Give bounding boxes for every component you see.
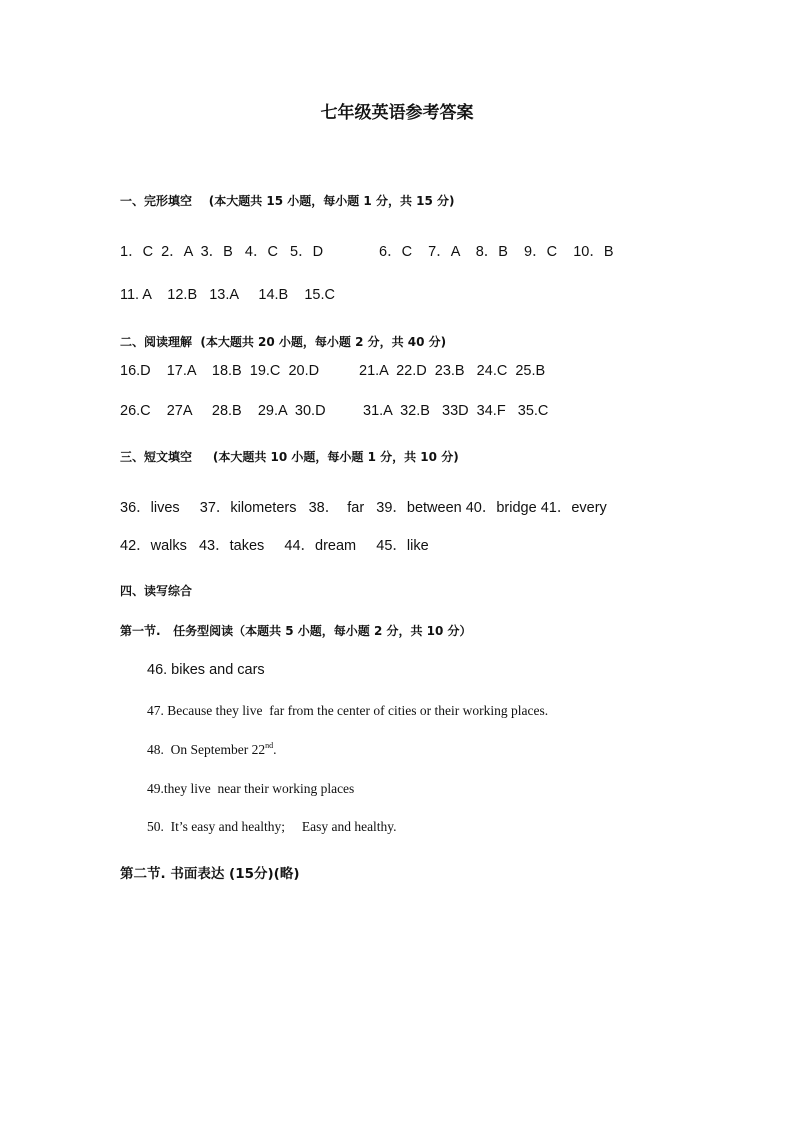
page-title: 七年级英语参考答案	[320, 103, 474, 123]
section-1-answers-11-15: 11. A 12.B 13.A 14.B 15.C	[120, 287, 335, 303]
section-3-answers-36-41: 36．lives 37．kilometers 38． far 39．between 40．bridge 41．every	[120, 500, 607, 516]
answer-50: 50. It’s easy and healthy; Easy and healthy.	[147, 819, 397, 834]
section-2-answers-21-25: 21.A 22.D 23.B 24.C 25.B	[359, 363, 546, 379]
section-2-heading: 二、阅读理解 (本大题共 20 小题，每小题 2 分，共 40 分)	[120, 335, 447, 349]
answer-46: 46. bikes and cars	[147, 662, 265, 678]
answer-48-text: 48. On September 22	[147, 742, 266, 757]
answer-48	[147, 742, 276, 758]
section-1-answers-1-5: 1．C 2．A 3．B 4．C 5．D	[120, 244, 324, 260]
answer-48-suffix: nd	[265, 741, 274, 750]
section-4-heading: 四、读写综合	[120, 584, 193, 598]
section-1-heading: 一、完形填空 (本大题共 15 小题，每小题 1 分，共 15 分)	[120, 194, 455, 208]
section-3-answers-42-45: 42．walks 43．takes 44．dream 45．like	[120, 538, 429, 554]
section-3-heading: 三、短文填空 (本大题共 10 小题，每小题 1 分，共 10 分)	[120, 450, 459, 464]
section-2-answers-16-20: 16.D 17.A 18.B 19.C 20.D	[120, 363, 320, 379]
section-1-answers-6-10: 6．C 7．A 8．B 9．C 10．B	[379, 244, 614, 260]
section-4-part-1-heading: 第一节. 任务型阅读（本题共 5 小题，每小题 2 分，共 10 分）	[120, 624, 472, 638]
section-4-part-2-heading: 第二节. 书面表达 (15分)(略)	[120, 866, 300, 882]
answer-48-end: .	[273, 742, 277, 757]
answer-47: 47. Because they live far from the center of cities or their working places.	[147, 703, 549, 718]
section-2-answers-26-30: 26.C 27A 28.B 29.A 30.D	[120, 403, 326, 419]
answer-49: 49.they live near their working places	[147, 781, 355, 796]
section-2-answers-31-35: 31.A 32.B 33D 34.F 35.C	[363, 403, 549, 419]
